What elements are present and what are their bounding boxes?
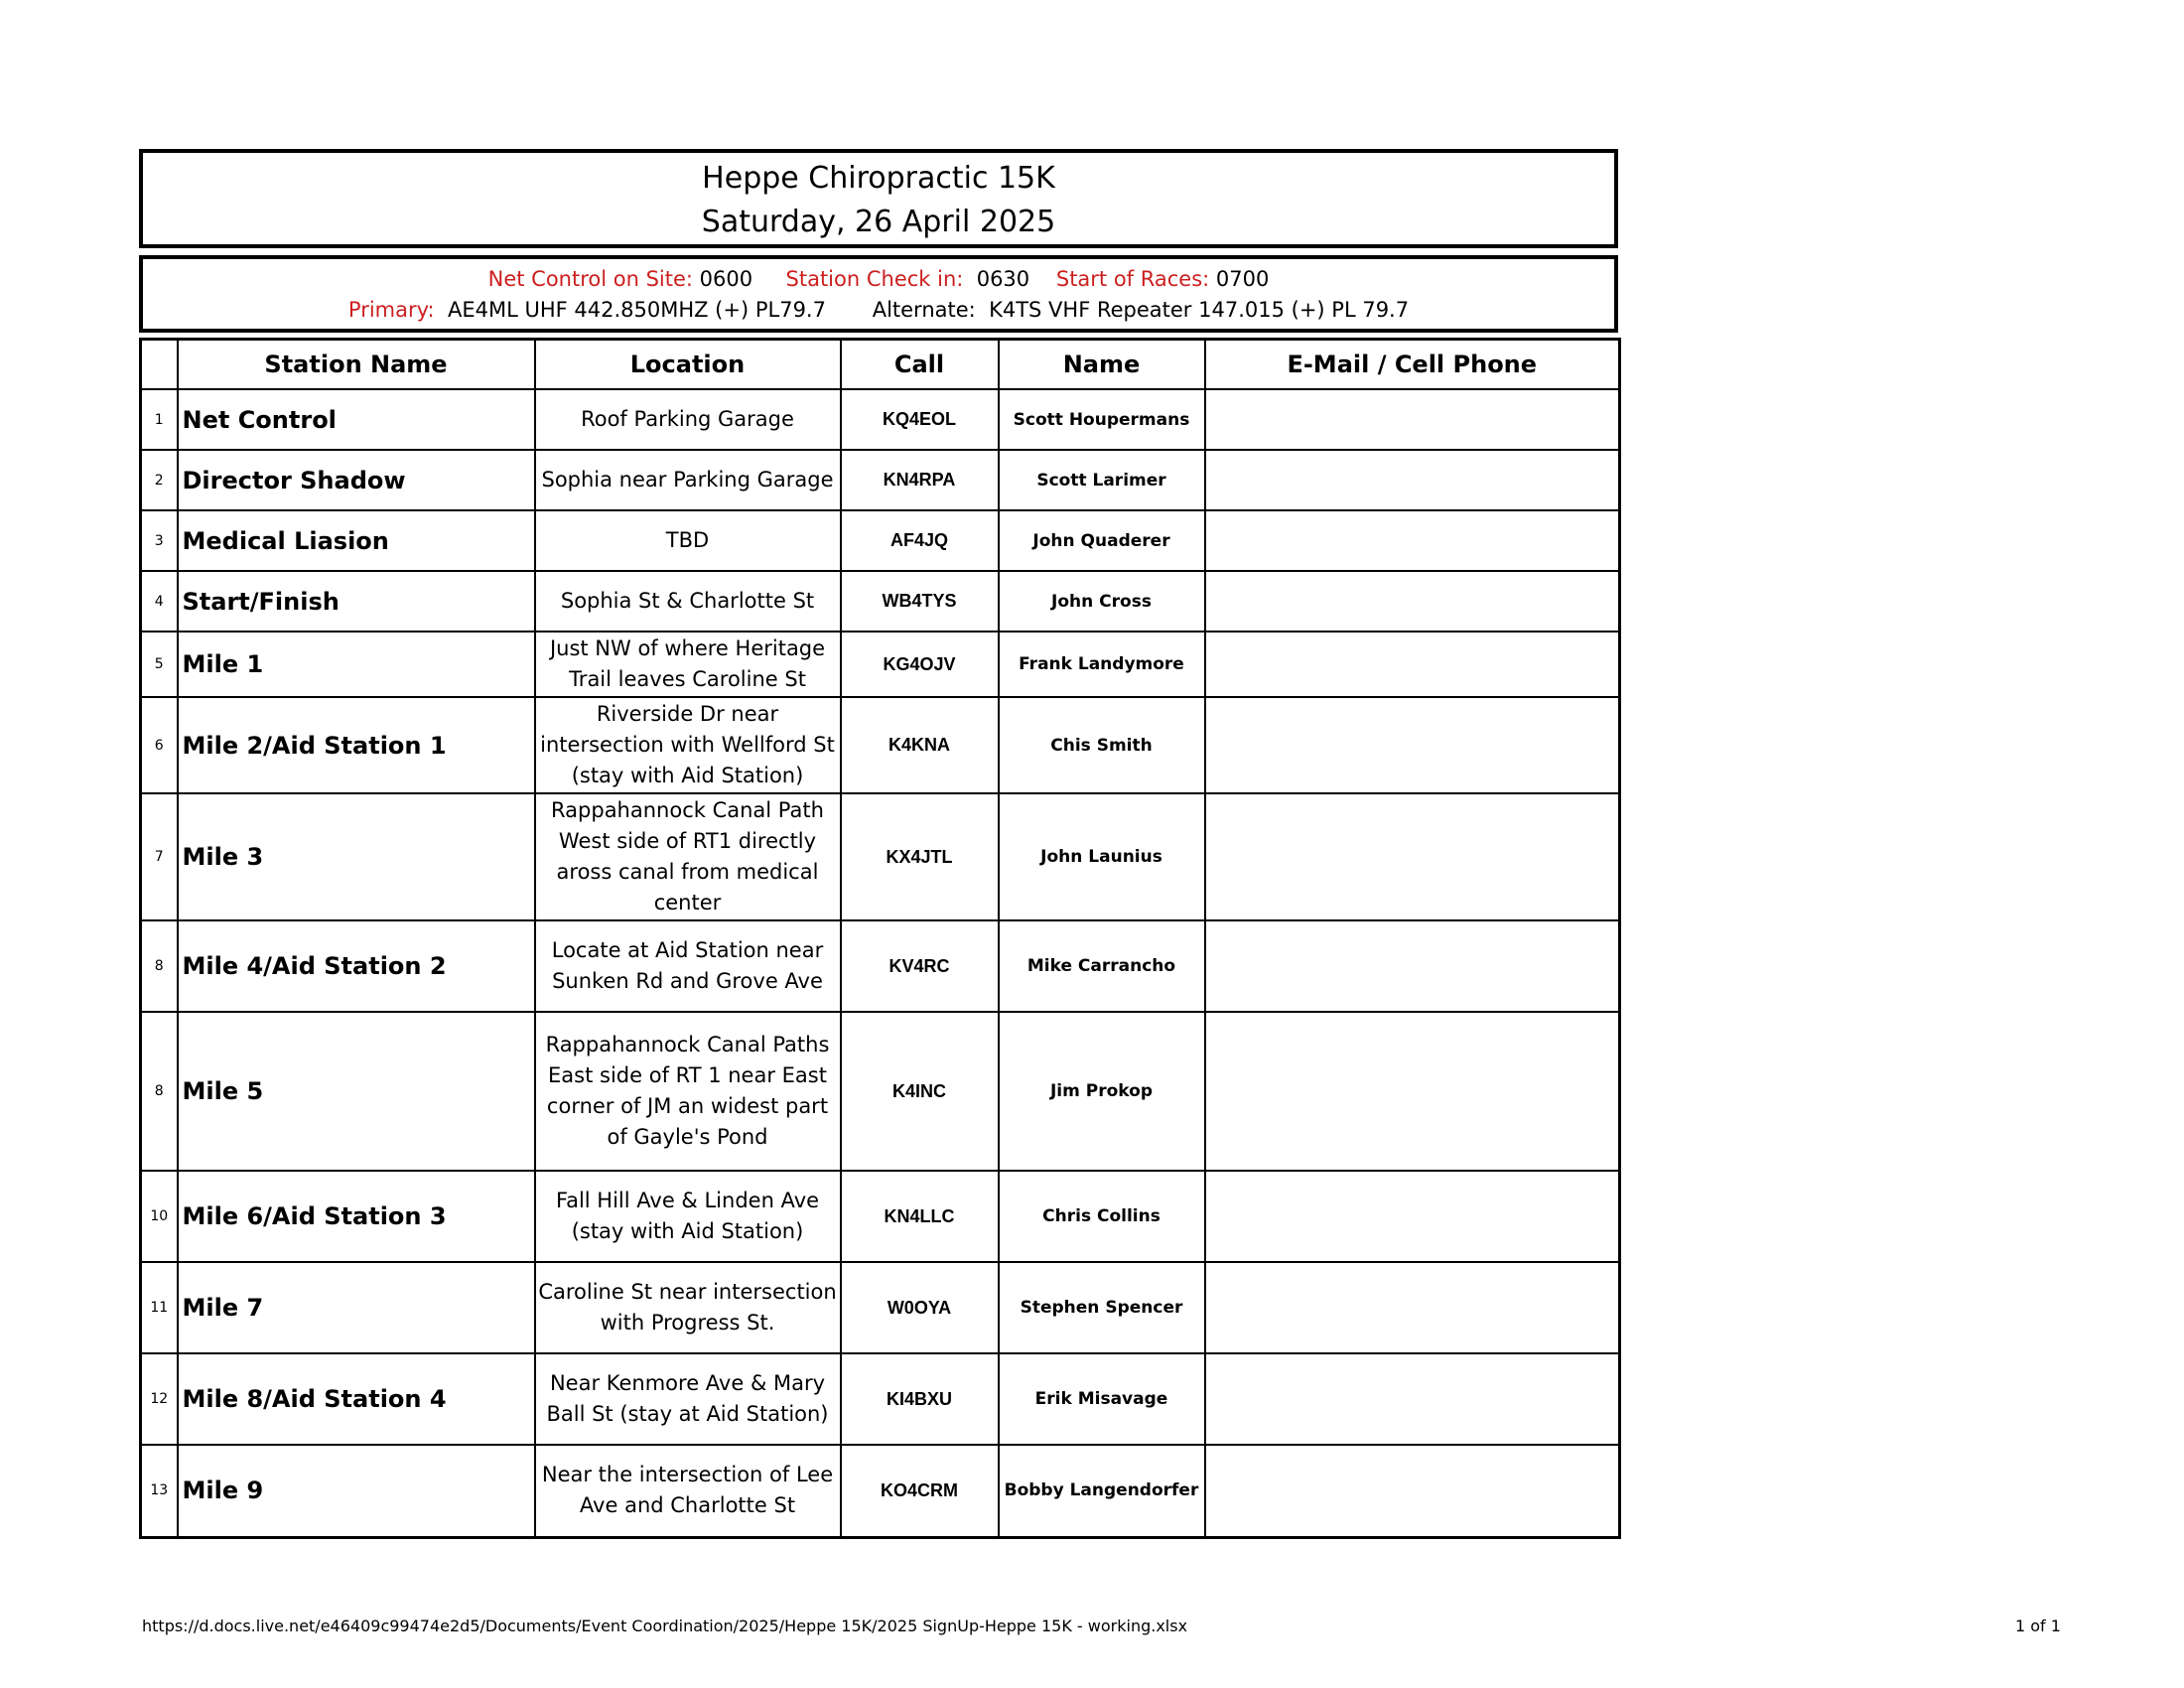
station-name: Mile 9 <box>178 1445 535 1537</box>
start-value: 0700 <box>1215 267 1270 291</box>
station-table <box>139 338 1621 1539</box>
station-location: Roof Parking Garage <box>535 389 841 450</box>
station-name: Mile 3 <box>178 793 535 920</box>
operator-name: Mike Carrancho <box>999 920 1205 1012</box>
schedule-line <box>143 264 1614 295</box>
primary-value: AE4ML UHF 442.850MHZ (+) PL79.7 <box>447 298 826 322</box>
table-row <box>141 920 1620 1012</box>
call-sign: KI4BXU <box>841 1353 999 1445</box>
column-header-location: Location <box>535 340 841 390</box>
row-number: 5 <box>141 632 178 697</box>
station-name: Mile 5 <box>178 1012 535 1171</box>
row-number: 11 <box>141 1262 178 1353</box>
footer-page-number: 1 of 1 <box>2015 1617 2061 1635</box>
row-number: 4 <box>141 571 178 632</box>
station-name: Mile 6/Aid Station 3 <box>178 1171 535 1262</box>
row-number: 12 <box>141 1353 178 1445</box>
start-label: Start of Races: <box>1055 267 1210 291</box>
contact-cell <box>1205 793 1620 920</box>
station-location: Riverside Dr near intersection with Wellford St (stay with Aid Station) <box>535 697 841 793</box>
operator-name: Scott Houpermans <box>999 389 1205 450</box>
station-name: Net Control <box>178 389 535 450</box>
station-location: Rappahannock Canal Path West side of RT1 directly aross canal from medical center <box>535 793 841 920</box>
signup-sheet <box>139 149 1618 1539</box>
contact-cell <box>1205 1445 1620 1537</box>
call-sign: KN4LLC <box>841 1171 999 1262</box>
column-header-call: Call <box>841 340 999 390</box>
alternate-label: Alternate: <box>872 298 976 322</box>
call-sign: KV4RC <box>841 920 999 1012</box>
event-title: Heppe Chiropractic 15K <box>702 161 1055 196</box>
title-box <box>139 149 1618 248</box>
row-number: 2 <box>141 450 178 510</box>
contact-cell <box>1205 389 1620 450</box>
station-location: Rappahannock Canal Paths East side of RT 1 near East corner of JM an widest part of Gayle's Pond <box>535 1012 841 1171</box>
footer-file-path: https://d.docs.live.net/e46409c99474e2d5/Documents/Event Coordination/2025/Heppe 15K/2025 SignUp-Heppe 15K - working.xlsx <box>142 1617 1188 1635</box>
table-row <box>141 450 1620 510</box>
frequency-line <box>143 295 1614 326</box>
row-number: 3 <box>141 510 178 571</box>
row-number: 7 <box>141 793 178 920</box>
station-name: Mile 7 <box>178 1262 535 1353</box>
station-location: Locate at Aid Station near Sunken Rd and Grove Ave <box>535 920 841 1012</box>
station-location: Sophia near Parking Garage <box>535 450 841 510</box>
call-sign: K4INC <box>841 1012 999 1171</box>
operator-name: Scott Larimer <box>999 450 1205 510</box>
alternate-value: K4TS VHF Repeater 147.015 (+) PL 79.7 <box>989 298 1410 322</box>
check-in-label: Station Check in: <box>785 267 964 291</box>
operator-name: Jim Prokop <box>999 1012 1205 1171</box>
call-sign: KO4CRM <box>841 1445 999 1537</box>
row-number: 8 <box>141 920 178 1012</box>
header-row <box>141 340 1620 390</box>
table-row <box>141 510 1620 571</box>
station-location: Caroline St near intersection with Progress St. <box>535 1262 841 1353</box>
table-row <box>141 1445 1620 1537</box>
table-row <box>141 697 1620 793</box>
contact-cell <box>1205 1012 1620 1171</box>
station-name: Director Shadow <box>178 450 535 510</box>
net-control-label: Net Control on Site: <box>487 267 693 291</box>
call-sign: WB4TYS <box>841 571 999 632</box>
operator-name: Erik Misavage <box>999 1353 1205 1445</box>
station-location: Fall Hill Ave & Linden Ave (stay with Aid Station) <box>535 1171 841 1262</box>
station-location: Near Kenmore Ave & Mary Ball St (stay at Aid Station) <box>535 1353 841 1445</box>
table-row <box>141 1171 1620 1262</box>
operator-name: Chris Collins <box>999 1171 1205 1262</box>
primary-label: Primary: <box>347 298 435 322</box>
contact-cell <box>1205 632 1620 697</box>
contact-cell <box>1205 697 1620 793</box>
station-name: Medical Liasion <box>178 510 535 571</box>
station-location: TBD <box>535 510 841 571</box>
station-name: Mile 4/Aid Station 2 <box>178 920 535 1012</box>
table-row <box>141 1353 1620 1445</box>
call-sign: AF4JQ <box>841 510 999 571</box>
station-name: Mile 8/Aid Station 4 <box>178 1353 535 1445</box>
contact-cell <box>1205 571 1620 632</box>
call-sign: KQ4EOL <box>841 389 999 450</box>
table-row <box>141 1262 1620 1353</box>
column-header-name: Name <box>999 340 1205 390</box>
info-box <box>139 255 1618 333</box>
operator-name: John Quaderer <box>999 510 1205 571</box>
contact-cell <box>1205 1353 1620 1445</box>
table-row <box>141 389 1620 450</box>
row-number: 13 <box>141 1445 178 1537</box>
call-sign: KN4RPA <box>841 450 999 510</box>
net-control-value: 0600 <box>699 267 753 291</box>
call-sign: KX4JTL <box>841 793 999 920</box>
table-row <box>141 632 1620 697</box>
contact-cell <box>1205 1262 1620 1353</box>
row-number: 10 <box>141 1171 178 1262</box>
operator-name: Frank Landymore <box>999 632 1205 697</box>
station-name: Mile 1 <box>178 632 535 697</box>
station-name: Start/Finish <box>178 571 535 632</box>
station-name: Mile 2/Aid Station 1 <box>178 697 535 793</box>
contact-cell <box>1205 450 1620 510</box>
row-number: 6 <box>141 697 178 793</box>
operator-name: Stephen Spencer <box>999 1262 1205 1353</box>
table-row <box>141 571 1620 632</box>
operator-name: John Cross <box>999 571 1205 632</box>
operator-name: Chis Smith <box>999 697 1205 793</box>
station-location: Near the intersection of Lee Ave and Charlotte St <box>535 1445 841 1537</box>
column-header-number <box>141 340 178 390</box>
operator-name: Bobby Langendorfer <box>999 1445 1205 1537</box>
event-date: Saturday, 26 April 2025 <box>701 205 1056 239</box>
station-location: Sophia St & Charlotte St <box>535 571 841 632</box>
contact-cell <box>1205 510 1620 571</box>
check-in-value: 0630 <box>976 267 1030 291</box>
operator-name: John Launius <box>999 793 1205 920</box>
table-row <box>141 793 1620 920</box>
call-sign: K4KNA <box>841 697 999 793</box>
table-row <box>141 1012 1620 1171</box>
call-sign: KG4OJV <box>841 632 999 697</box>
contact-cell <box>1205 1171 1620 1262</box>
row-number: 1 <box>141 389 178 450</box>
station-location: Just NW of where Heritage Trail leaves Caroline St <box>535 632 841 697</box>
column-header-station: Station Name <box>178 340 535 390</box>
row-number: 8 <box>141 1012 178 1171</box>
column-header-contact: E-Mail / Cell Phone <box>1205 340 1620 390</box>
call-sign: W0OYA <box>841 1262 999 1353</box>
contact-cell <box>1205 920 1620 1012</box>
